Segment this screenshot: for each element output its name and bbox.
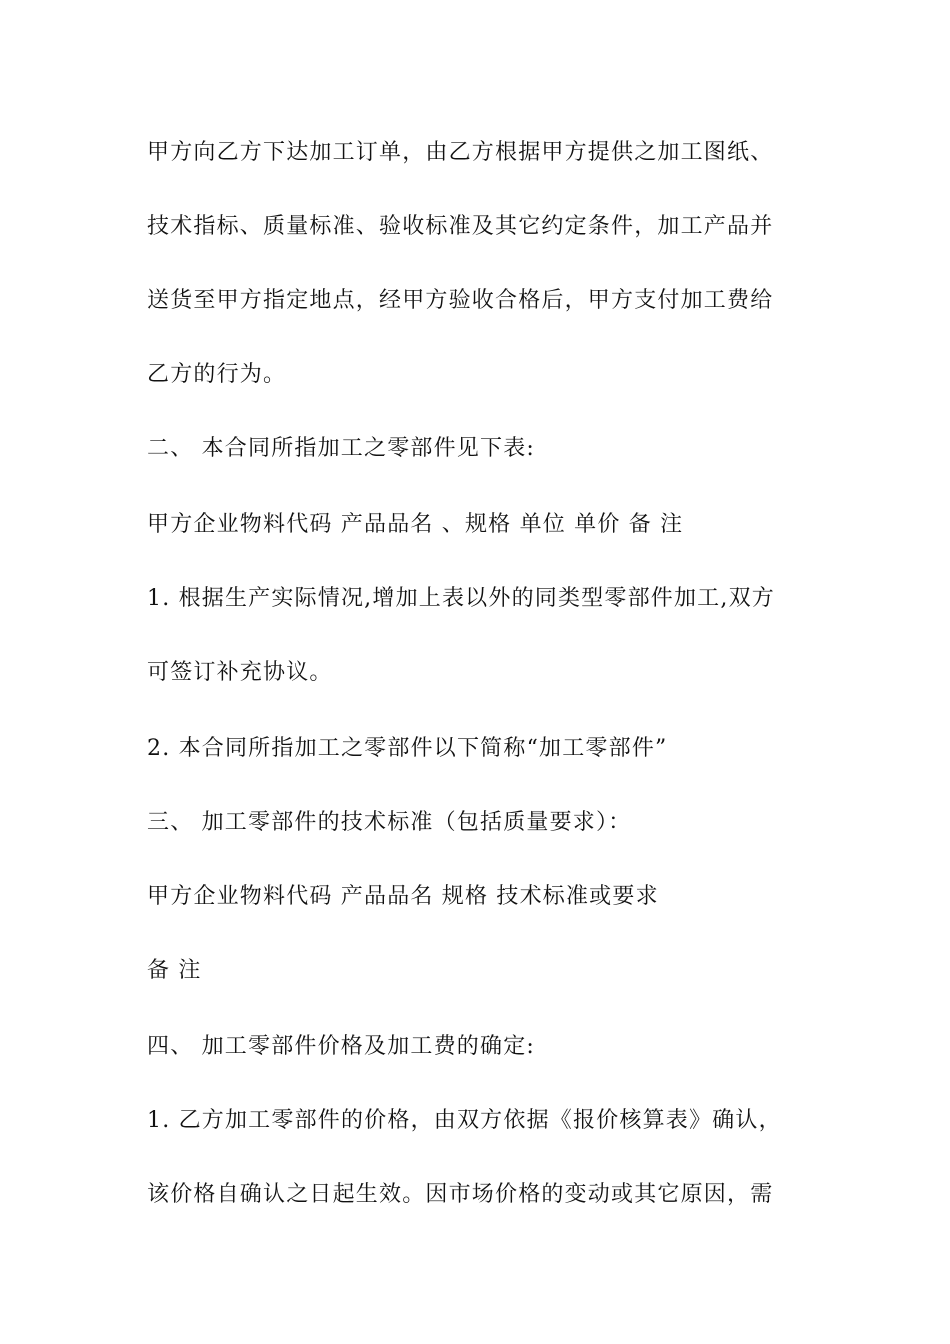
paragraph-line: 送货至甲方指定地点，经甲方验收合格后，甲方支付加工费给	[147, 288, 774, 313]
paragraph-line: 乙方的行为。	[147, 362, 287, 387]
table-header-line: 甲方企业物料代码 产品品名 、规格 单位 单价 备 注	[147, 512, 684, 537]
table-header-line: 备 注	[147, 958, 202, 983]
list-item: 1. 根据生产实际情况,增加上表以外的同类型零部件加工,双方	[147, 586, 775, 611]
list-item: 2. 本合同所指加工之零部件以下简称“加工零部件”	[147, 736, 668, 761]
paragraph-line: 该价格自确认之日起生效。因市场价格的变动或其它原因，需	[147, 1182, 774, 1207]
section-heading: 二、 本合同所指加工之零部件见下表:	[147, 436, 536, 461]
paragraph-line: 可签订补充协议。	[147, 660, 333, 685]
list-item: 1. 乙方加工零部件的价格，由双方依据《报价核算表》确认，	[147, 1108, 782, 1133]
section-heading: 四、 加工零部件价格及加工费的确定:	[147, 1034, 536, 1059]
paragraph-line: 甲方向乙方下达加工订单，由乙方根据甲方提供之加工图纸、	[147, 140, 774, 165]
table-header-line: 甲方企业物料代码 产品品名 规格 技术标准或要求	[147, 884, 659, 909]
section-heading: 三、 加工零部件的技术标准（包括质量要求）：	[147, 810, 632, 835]
paragraph-line: 技术指标、质量标准、验收标准及其它约定条件，加工产品并	[147, 214, 774, 239]
